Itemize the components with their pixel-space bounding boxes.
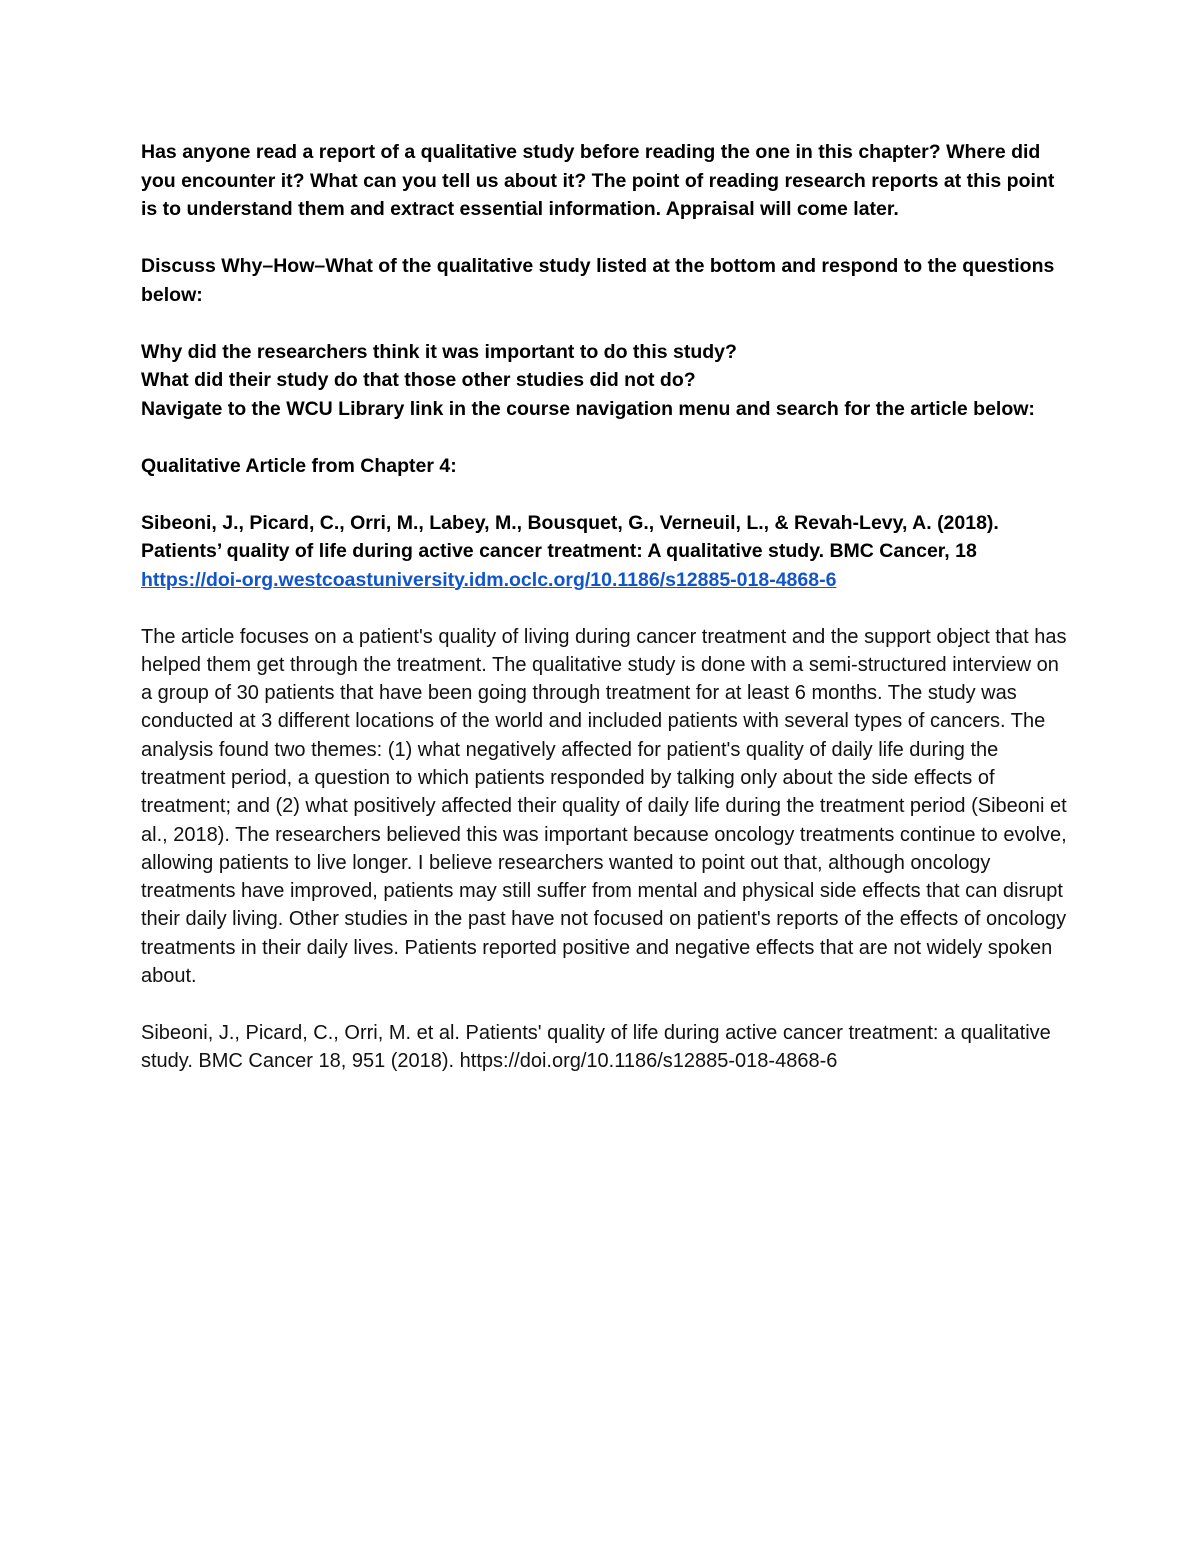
question-item: Navigate to the WCU Library link in the course navigation menu and search for the article below: bbox=[141, 397, 1035, 420]
spacer bbox=[141, 594, 1071, 623]
question-item: What did their study do that those other studies did not do? bbox=[141, 369, 696, 391]
spacer bbox=[141, 480, 1071, 509]
question-item: Why did the researchers think it was important to do this study? bbox=[141, 340, 737, 363]
spacer bbox=[141, 423, 1071, 452]
citation-text: Sibeoni, J., Picard, C., Orri, M., Labey, M., Bousquet, G., Verneuil, L., & Revah-Levy, A. (2018). Patients’ quality of life during active cancer treatment: A qualitative study. BMC Cancer, 18 bbox=[141, 511, 999, 562]
article-heading: Qualitative Article from Chapter 4: bbox=[141, 454, 457, 477]
spacer bbox=[141, 224, 1071, 253]
article-citation bbox=[141, 509, 1071, 595]
article-doi-link[interactable]: https://doi-org.westcoastuniversity.idm.oclc.org/10.1186/s12885-018-4868-6 bbox=[141, 568, 837, 591]
reference-entry: Sibeoni, J., Picard, C., Orri, M. et al. Patients' quality of life during active cancer treatment: a qualitative study. BMC Cancer 18, 951 (2018). https://doi.org/10.1186/s12885-018-4868-6 bbox=[141, 1021, 1051, 1073]
spacer bbox=[141, 990, 1071, 1019]
discuss-prompt: Discuss Why–How–What of the qualitative study listed at the bottom and respond to the questions below: bbox=[141, 255, 1055, 306]
spacer bbox=[141, 309, 1071, 338]
intro-question: Has anyone read a report of a qualitative study before reading the one in this chapter? Where did you encounter it? What can you tell us about it? The point of reading research reports at this point is to understand them and extract essential information. Appraisal will come later. bbox=[141, 141, 1055, 220]
document-page bbox=[141, 138, 1071, 1075]
response-paragraph: The article focuses on a patient's quality of living during cancer treatment and the support object that has helped them get through the treatment. The qualitative study is done with a semi-structured interview on a group of 30 patients that have been going through treatment for at least 6 months. The study was conducted at 3 different locations of the world and included patients with several types of cancers. The analysis found two themes: (1) what negatively affected for patient's quality of daily life during the treatment period, a question to which patients responded by talking only about the side effects of treatment; and (2) what positively affected their quality of daily life during the treatment period (Sibeoni et al., 2018). The researchers believed this was important because oncology treatments continue to evolve, allowing patients to live longer. I believe researchers wanted to point out that, although oncology treatments have improved, patients may still suffer from mental and physical side effects that can disrupt their daily living. Other studies in the past have not focused on patient's reports of the effects of oncology treatments in their daily lives. Patients reported positive and negative effects that are not widely spoken about. bbox=[141, 625, 1067, 988]
